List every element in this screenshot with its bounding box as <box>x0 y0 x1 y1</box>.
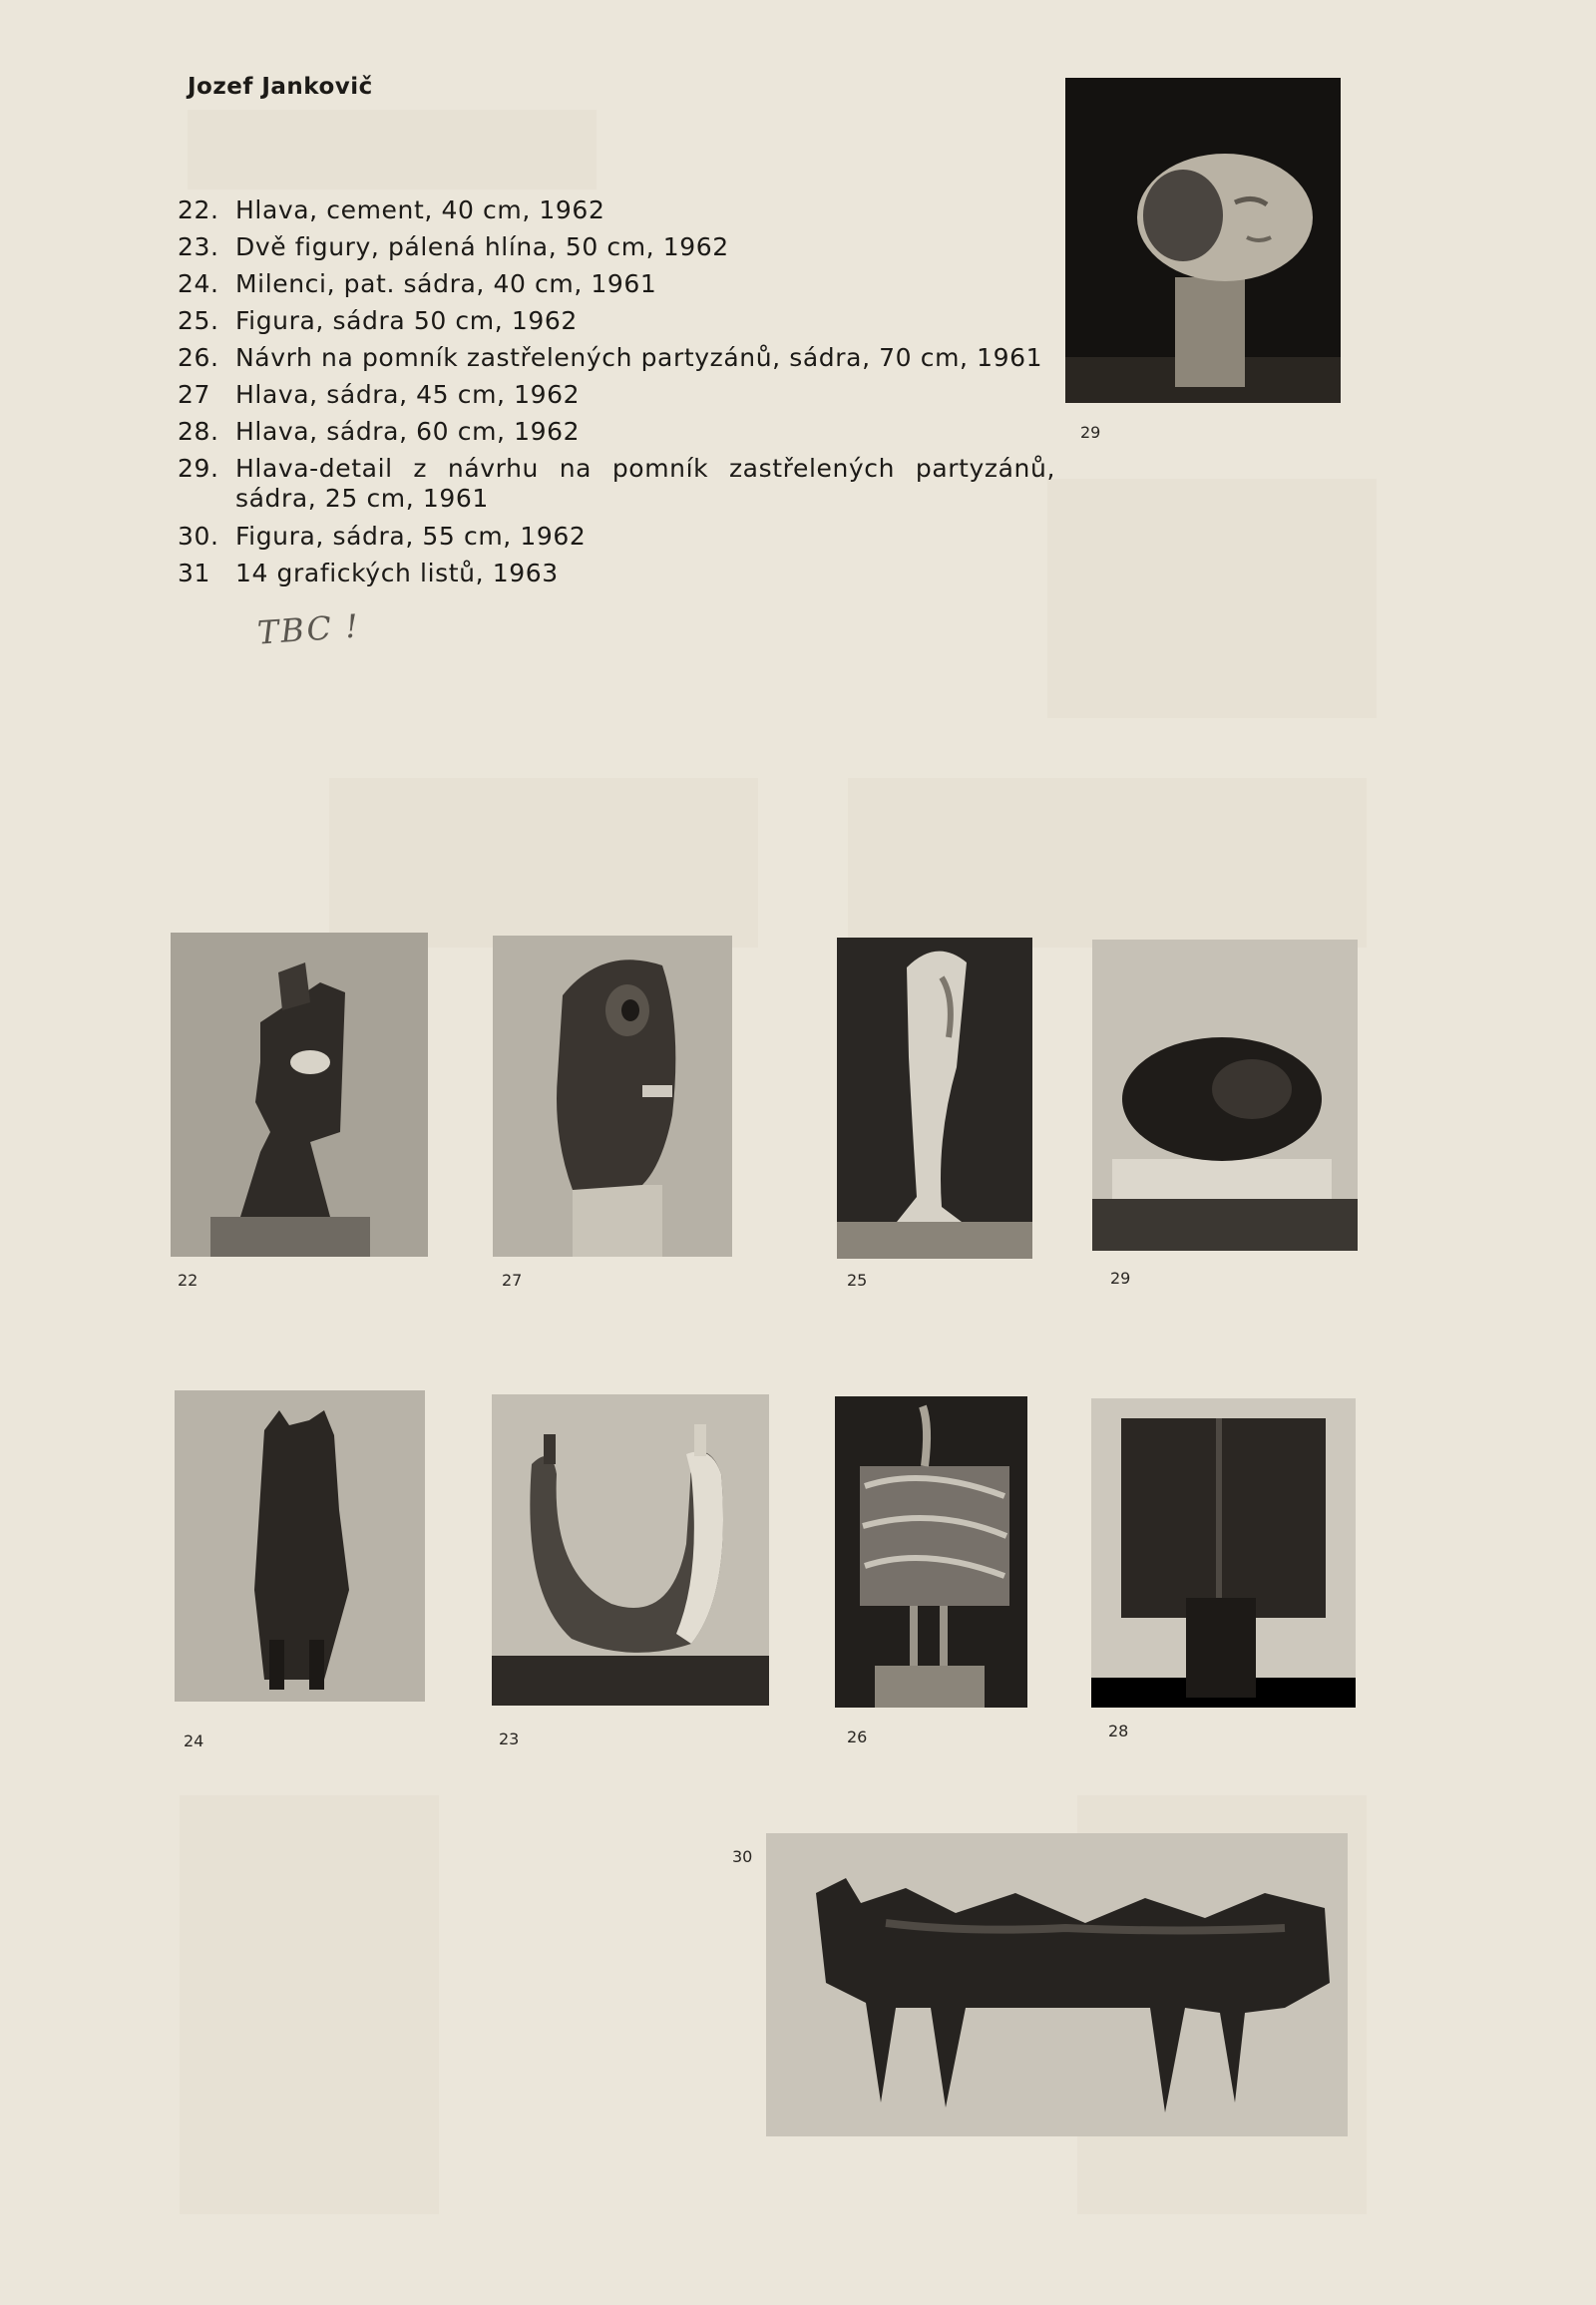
show-through-shadow <box>188 110 597 190</box>
list-item: 30. Figura, sádra, 55 cm, 1962 <box>178 522 587 551</box>
list-item: 28. Hlava, sádra, 60 cm, 1962 <box>178 417 581 446</box>
photo-monument-draft <box>835 1396 1027 1708</box>
list-item: 26. Návrh na pomník zastřelených partyzánů, sádra, 70 cm, 1961 <box>178 343 1043 372</box>
figure-number: 22 <box>178 1271 199 1290</box>
list-item: 29. Hlava-detail z návrhu na pomník zastřelených partyzánů, sádra, 25 cm, 1961 <box>178 454 1055 513</box>
photo-head-detail <box>1065 78 1341 403</box>
figure-number: 26 <box>847 1728 868 1746</box>
list-item: 24. Milenci, pat. sádra, 40 cm, 1961 <box>178 269 657 298</box>
author-name: Jozef Jankovič <box>188 74 373 100</box>
figure-number: 24 <box>184 1731 204 1750</box>
photo-head-cement <box>171 933 428 1257</box>
photo-head-pedestal <box>1092 940 1358 1251</box>
photo-lovers <box>175 1390 425 1702</box>
list-item: 31 14 grafických listů, 1963 <box>178 559 559 587</box>
figure-number: 30 <box>732 1847 753 1866</box>
show-through-shadow <box>1047 479 1377 718</box>
show-through-shadow <box>180 1795 439 2214</box>
handwritten-note: TBC ! <box>255 606 362 652</box>
show-through-shadow <box>329 778 758 948</box>
photo-two-figures <box>492 1394 769 1706</box>
photo-head-plaster <box>493 936 732 1257</box>
works-list <box>178 192 1055 591</box>
figure-number: 27 <box>502 1271 523 1290</box>
figure-number: 23 <box>499 1729 520 1748</box>
show-through-shadow <box>848 778 1367 948</box>
list-item: 25. Figura, sádra 50 cm, 1962 <box>178 306 578 335</box>
photo-figure-animal <box>766 1833 1348 2136</box>
list-item: 23. Dvě figury, pálená hlína, 50 cm, 1962 <box>178 232 729 261</box>
list-item: 27 Hlava, sádra, 45 cm, 1962 <box>178 380 581 409</box>
figure-number: 28 <box>1108 1722 1129 1740</box>
photo-head-block <box>1091 1398 1356 1708</box>
figure-number: 25 <box>847 1271 868 1290</box>
photo-figure-plaster <box>837 938 1032 1259</box>
list-item: 22. Hlava, cement, 40 cm, 1962 <box>178 195 605 224</box>
figure-number: 29 <box>1110 1269 1131 1288</box>
figure-number: 29 <box>1080 423 1101 442</box>
